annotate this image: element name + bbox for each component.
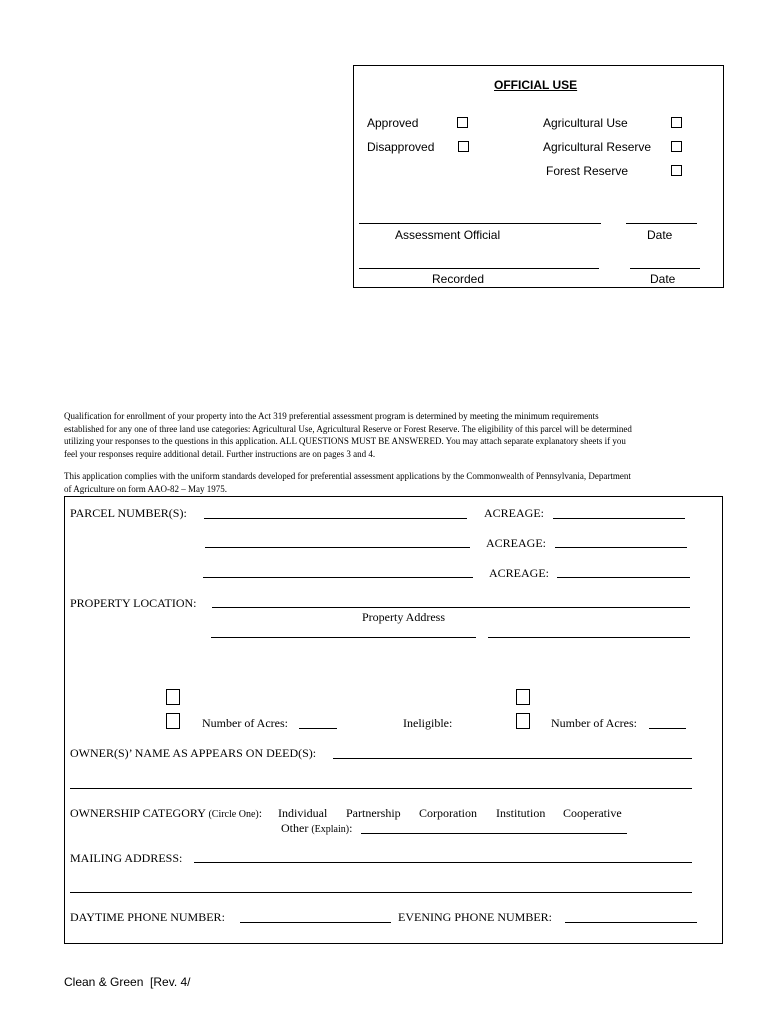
acreage-field-3[interactable]: [557, 577, 690, 578]
recorded-label: Recorded: [432, 272, 485, 286]
property-location-field[interactable]: [212, 607, 690, 608]
approved-checkbox[interactable]: [457, 117, 468, 128]
other-colon: :: [349, 821, 353, 835]
property-address-field-1[interactable]: [211, 637, 476, 638]
official-use-title: OFFICIAL USE: [494, 78, 578, 92]
acreage-label-3: ACREAGE:: [489, 566, 549, 580]
agricultural-use-label: Agricultural Use: [543, 116, 628, 130]
compliance-line: This application complies with the uniform standards developed for preferential assessment applications by the Commonwealth of Pennsylvania, Department: [64, 471, 631, 481]
intro-line: Qualification for enrollment of your property into the Act 319 preferential assessment program is determined by meeting the minimum requirements: [64, 411, 599, 421]
eligible-checkbox-bottom-left[interactable]: [166, 713, 180, 729]
parcel-number-field-2[interactable]: [205, 547, 470, 548]
intro-line: established for any one of three land use categories: Agricultural Use, Agricultural Reserve or Forest Reserve. The eligibility of this parcel will be determined: [64, 423, 632, 434]
disapproved-label: Disapproved: [367, 140, 435, 154]
daytime-phone-field[interactable]: [240, 922, 391, 923]
ownership-option-individual[interactable]: Individual: [278, 806, 328, 820]
recorded-signature-line[interactable]: [359, 268, 599, 269]
compliance-line: of Agriculture on form AAO-82 – May 1975.: [64, 483, 227, 494]
recorded-date-line[interactable]: [630, 268, 700, 269]
intro-paragraph: [64, 410, 724, 460]
forest-reserve-checkbox[interactable]: [671, 165, 682, 176]
mailing-address-field-2[interactable]: [70, 892, 692, 893]
ownership-option-corporation[interactable]: Corporation: [419, 806, 477, 820]
parcel-numbers-label: PARCEL NUMBER(S):: [70, 506, 187, 520]
official-use-box: [353, 65, 724, 288]
intro-line: feel your responses require additional detail. Further instructions are on pages 3 and 4.: [64, 448, 376, 459]
ownership-colon: :: [258, 806, 263, 820]
acreage-field-2[interactable]: [555, 547, 687, 548]
daytime-phone-label: DAYTIME PHONE NUMBER:: [70, 910, 225, 924]
evening-phone-label: EVENING PHONE NUMBER:: [398, 910, 552, 924]
explain-hint: (Explain): [311, 824, 350, 835]
property-address-caption: Property Address: [362, 610, 445, 624]
ineligible-checkbox-bottom[interactable]: [516, 713, 530, 729]
circle-one-hint: (Circle One): [208, 809, 259, 820]
intro-line: utilizing your responses to the questions in this application. ALL QUESTIONS MUST BE ANSWERED. You may attach separate explanatory sheets if you: [64, 436, 626, 446]
ownership-category-text: OWNERSHIP CATEGORY: [70, 806, 206, 820]
agricultural-reserve-checkbox[interactable]: [671, 141, 682, 152]
number-of-acres-field-left[interactable]: [299, 728, 337, 729]
ownership-option-cooperative[interactable]: Cooperative: [563, 806, 622, 820]
agricultural-use-checkbox[interactable]: [671, 117, 682, 128]
number-of-acres-field-right[interactable]: [649, 728, 686, 729]
recorded-date-label: Date: [650, 272, 676, 286]
owners-name-label: OWNER(S)’ NAME AS APPEARS ON DEED(S):: [70, 746, 317, 760]
disapproved-checkbox[interactable]: [458, 141, 469, 152]
ownership-option-institution[interactable]: Institution: [496, 806, 546, 820]
owners-name-field-2[interactable]: [70, 788, 692, 789]
mailing-address-label: MAILING ADDRESS:: [70, 851, 183, 865]
eligible-checkbox-top-left[interactable]: [166, 689, 180, 705]
ownership-option-partnership[interactable]: Partnership: [346, 806, 401, 820]
footer-revision-label: Clean & Green [Rev. 4/: [64, 975, 191, 989]
property-address-field-2[interactable]: [488, 637, 690, 638]
parcel-number-field-3[interactable]: [203, 577, 473, 578]
ineligible-label: Ineligible:: [403, 716, 453, 730]
mailing-address-field-1[interactable]: [194, 862, 692, 863]
acreage-field-1[interactable]: [553, 518, 685, 519]
assessment-date-label: Date: [647, 228, 673, 242]
ownership-category-label: [70, 806, 262, 821]
compliance-paragraph: [64, 470, 724, 495]
approved-label: Approved: [367, 116, 419, 130]
owners-name-field-1[interactable]: [333, 758, 692, 759]
other-label: [281, 821, 352, 836]
assessment-official-label: Assessment Official: [395, 228, 501, 242]
agricultural-reserve-label: Agricultural Reserve: [543, 140, 652, 154]
ineligible-checkbox-top[interactable]: [516, 689, 530, 705]
number-of-acres-label-right: Number of Acres:: [551, 716, 637, 730]
acreage-label-2: ACREAGE:: [486, 536, 546, 550]
other-explain-field[interactable]: [361, 833, 627, 834]
acreage-label-1: ACREAGE:: [484, 506, 544, 520]
number-of-acres-label-left: Number of Acres:: [202, 716, 288, 730]
other-text: Other: [281, 821, 309, 835]
assessment-date-line[interactable]: [626, 223, 697, 224]
property-location-label: PROPERTY LOCATION:: [70, 596, 197, 610]
evening-phone-field[interactable]: [565, 922, 697, 923]
forest-reserve-label: Forest Reserve: [546, 164, 629, 178]
assessment-official-signature-line[interactable]: [359, 223, 601, 224]
parcel-number-field-1[interactable]: [204, 518, 467, 519]
